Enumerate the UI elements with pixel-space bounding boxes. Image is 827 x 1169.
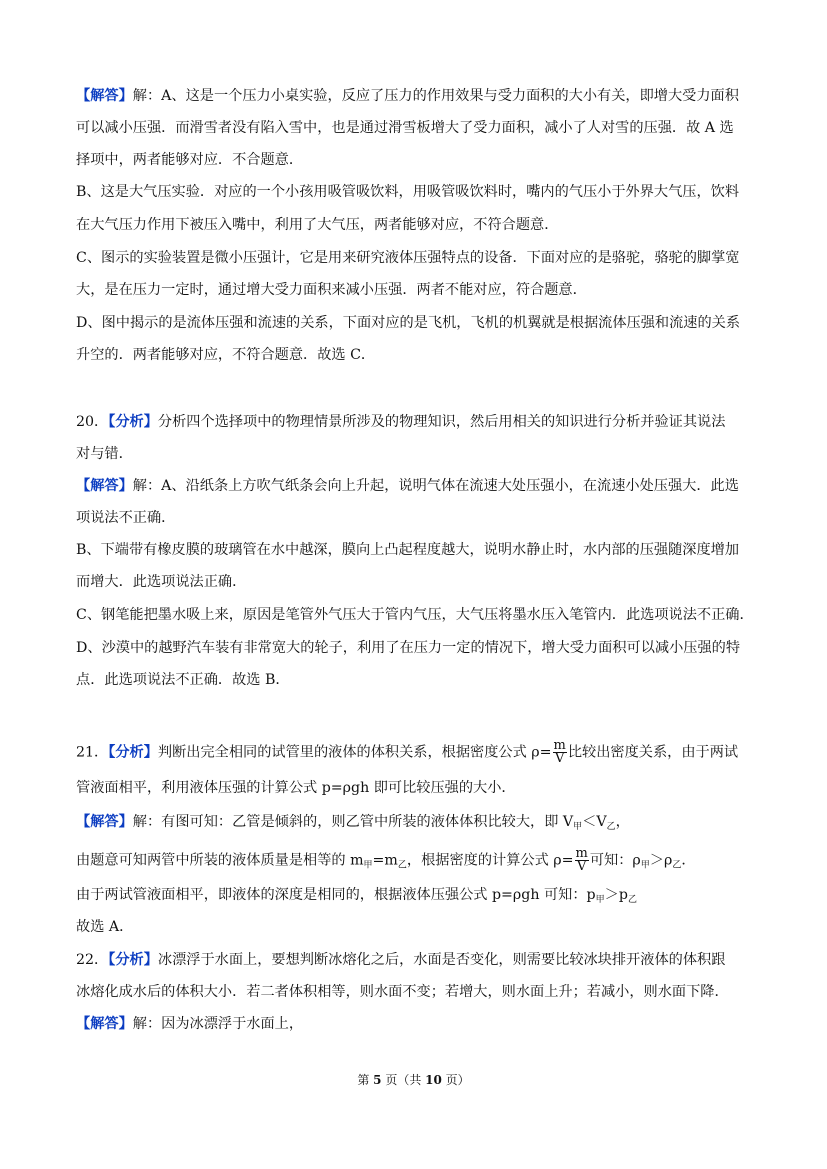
q20-line-5: B、下端带有橡皮膜的玻璃管在水中越深，膜向上凸起程度越大，说明水静止时，水内部的压强随深度增加 <box>76 542 740 558</box>
q19-line-4: B、这是大气压实验．对应的一个小孩用吸管吸饮料，用吸管吸饮料时，嘴内的气压小于外界大气压，饮料 <box>76 184 740 200</box>
q22-line-3: 【解答】解：因为冰漂浮于水面上， <box>76 1016 304 1032</box>
q22-line-1: 22．【分析】冰漂浮于水面上，要想判断冰熔化之后，水面是否变化，则需要比较冰块排开液体的体积跟 <box>76 952 726 968</box>
q21-line-4: 由题意可知两管中所装的液体质量是相等的 $m_甲=m_乙$，根据密度的计算公式 ρ= $\frac{m}{V}$ 可知：$\rho_甲>\rho_乙$． <box>76 846 696 874</box>
q19-line-3: 择项中，两者能够对应．不合题意． <box>76 152 304 168</box>
answer-tag: 【解答】 <box>76 814 133 830</box>
q21-line-2: 管液面相平，利用液体压强的计算公式 p=ρgh 即可比较压强的大小． <box>76 780 516 796</box>
q19-line-1: 【解答】解：A、这是一个压力小桌实验，反应了压力的作用效果与受力面积的大小有关，即增大受力面积 <box>76 88 739 104</box>
density-fraction: $\frac{m}{V}$ <box>553 738 566 766</box>
total-pages: 10 <box>425 1073 442 1087</box>
analysis-tag: 【分析】 <box>108 744 158 761</box>
q19-line-2: 可以减小压强．而滑雪者没有陷入雪中，也是通过滑雪板增大了受力面积，减小了人对雪的压强．故 A 选 <box>76 120 734 136</box>
q19-line-9: 升空的．两者能够对应，不符合题意．故选 C． <box>76 347 376 363</box>
q20-line-9: 点．此选项说法不正确．故选 B． <box>76 672 290 688</box>
q20-line-7: C、钢笔能把墨水吸上来，原因是笔管外气压大于管内气压，大气压将墨水压入笔管内．此选项说法不正确． <box>76 607 754 623</box>
density-fraction: $\frac{m}{V}$ <box>575 846 588 874</box>
q20-line-6: 而增大．此选项说法正确． <box>76 574 247 590</box>
q19-line-6: C、图示的实验装置是微小压强计，它是用来研究液体压强特点的设备．下面对应的是骆驼，骆驼的脚掌宽 <box>76 250 740 266</box>
q21-line-5: 由于两试管液面相平，即液体的深度是相同的，根据液体压强公式 p=ρgh 可知：$p_甲>p_乙$ <box>76 887 637 905</box>
answer-tag: 【解答】 <box>76 478 133 494</box>
q20-line-4: 项说法不正确． <box>76 510 176 526</box>
answer-tag: 【解答】 <box>76 1016 133 1032</box>
q20-line-3: 【解答】解：A、沿纸条上方吹气纸条会向上升起，说明气体在流速大处压强小，在流速小处压强大．此选 <box>76 478 739 494</box>
q19-line-8: D、图中揭示的是流体压强和流速的关系，下面对应的是飞机，飞机的机翼就是根据流体压强和流速的关系 <box>76 315 741 331</box>
answer-tag: 【解答】 <box>76 88 133 104</box>
q22-line-2: 冰熔化成水后的体积大小．若二者体积相等，则水面不变；若增大，则水面上升；若减小，则水面下降． <box>76 984 729 1000</box>
analysis-tag: 【分析】 <box>108 952 158 968</box>
page-footer: 第 5 页（共 10 页） <box>357 1073 470 1087</box>
q20-line-8: D、沙漠中的越野汽车装有非常宽大的轮子，利用了在压力一定的情况下，增大受力面积可以减小压强的特 <box>76 640 741 656</box>
q20-line-2: 对与错． <box>76 446 133 462</box>
q20-line-1: 20．【分析】分析四个选择项中的物理情景所涉及的物理知识，然后用相关的知识进行分析并验证其说法 <box>76 414 726 430</box>
q21-line-6: 故选 A． <box>76 919 134 935</box>
analysis-tag: 【分析】 <box>108 414 158 430</box>
page-number: 5 <box>373 1073 382 1087</box>
q19-line-7: 大，是在压力一定时，通过增大受力面积来减小压强．两者不能对应，符合题意． <box>76 282 587 298</box>
q19-line-5: 在大气压力作用下被压入嘴中，利用了大气压，两者能够对应，不符合题意． <box>76 217 559 233</box>
q21-line-1: 21．【分析】判断出完全相同的试管里的液体的体积关系，根据密度公式 ρ= $\frac{m}{V}$ 比较出密度关系，由于两试 <box>76 738 739 766</box>
q21-line-3: 【解答】解：有图可知：乙管是倾斜的，则乙管中所装的液体体积比较大，即 $V_甲<V_乙$， <box>76 814 630 832</box>
